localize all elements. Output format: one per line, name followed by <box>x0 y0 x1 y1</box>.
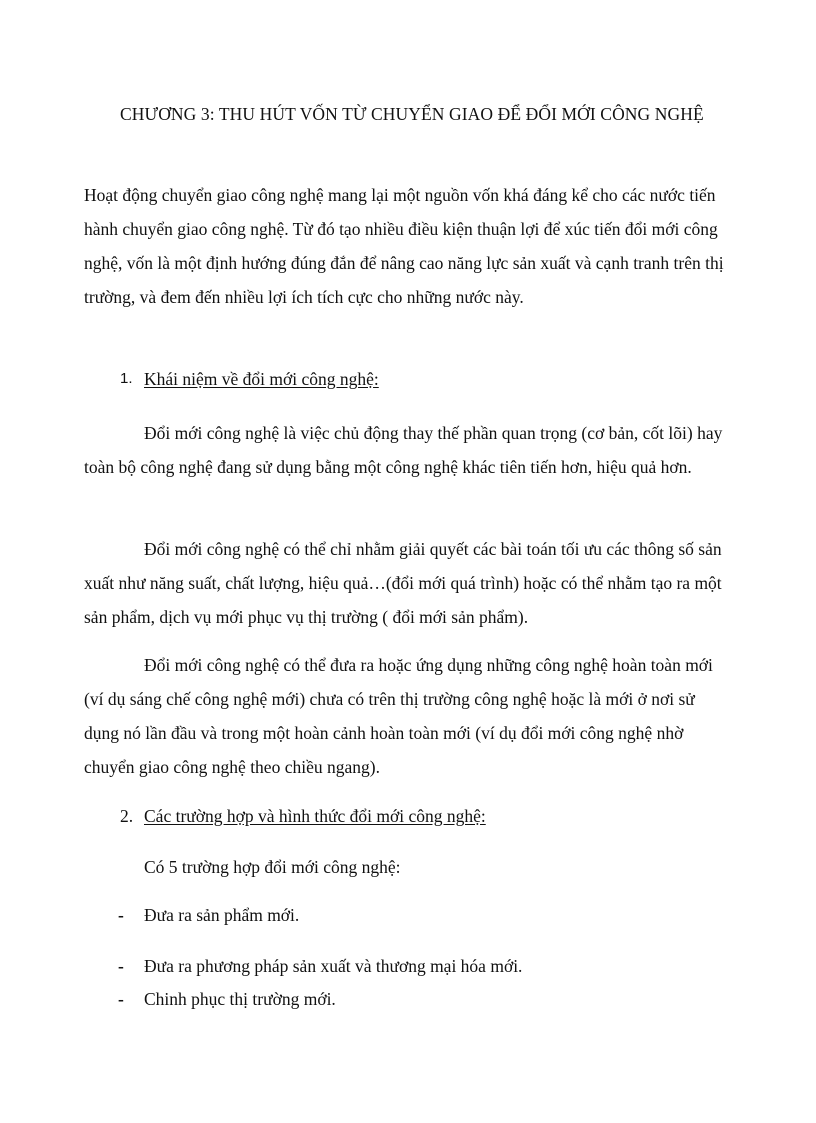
bullet-dash: - <box>118 905 124 925</box>
section-number: 2. <box>120 806 134 826</box>
intro-paragraph: Hoạt động chuyển giao công nghệ mang lại một nguồn vốn khá đáng kể cho các nước tiến hành chuyển giao công nghệ. Từ đó tạo nhiều điều kiện thuận lợi để xúc tiến đổi mới công nghệ, vốn là một định hướng đúng đắn để nâng cao năng lực sản xuất và cạnh tranh trên thị trường, và đem đến nhiều lợi ích tích cực cho những nước này. <box>84 185 724 307</box>
section-number: 1. <box>120 370 133 387</box>
section-1-paragraph-1: Đổi mới công nghệ là việc chủ động thay thế phần quan trọng (cơ bản, cốt lõi) hay toàn bộ công nghệ đang sử dụng bằng một công nghệ khác tiên tiến hơn, hiệu quả hơn. <box>84 423 723 477</box>
bullet-dash: - <box>118 956 124 976</box>
section-heading-text: Khái niệm về đổi mới công nghệ: <box>144 369 379 389</box>
section-1-paragraph-2: Đổi mới công nghệ có thể chỉ nhằm giải quyết các bài toán tối ưu các thông số sản xuất như năng suất, chất lượng, hiệu quả…(đổi mới quá trình) hoặc có thể nhằm tạo ra một sản phẩm, dịch vụ mới phục vụ thị trường ( đổi mới sản phẩm). <box>84 539 722 627</box>
list-item-text: Chinh phục thị trường mới. <box>144 989 336 1009</box>
list-item-text: Đưa ra sản phẩm mới. <box>144 905 300 925</box>
section-1-paragraph-3: Đổi mới công nghệ có thể đưa ra hoặc ứng dụng những công nghệ hoàn toàn mới (ví dụ sáng chế công nghệ mới) chưa có trên thị trường công nghệ hoặc là mới ở nơi sử dụng nó lần đầu và trong một hoàn cảnh hoàn toàn mới (ví dụ đổi mới công nghệ nhờ chuyển giao công nghệ theo chiều ngang). <box>84 655 713 777</box>
bullet-dash: - <box>118 989 124 1009</box>
chapter-title: CHƯƠNG 3: THU HÚT VỐN TỪ CHUYỂN GIAO ĐỂ ĐỔI MỚI CÔNG NGHỆ <box>120 104 704 124</box>
lead-text: Có 5 trường hợp đổi mới công nghệ: <box>144 857 401 877</box>
section-heading-text: Các trường hợp và hình thức đổi mới công nghệ: <box>144 806 486 826</box>
list-item-text: Đưa ra phương pháp sản xuất và thương mại hóa mới. <box>144 956 523 976</box>
